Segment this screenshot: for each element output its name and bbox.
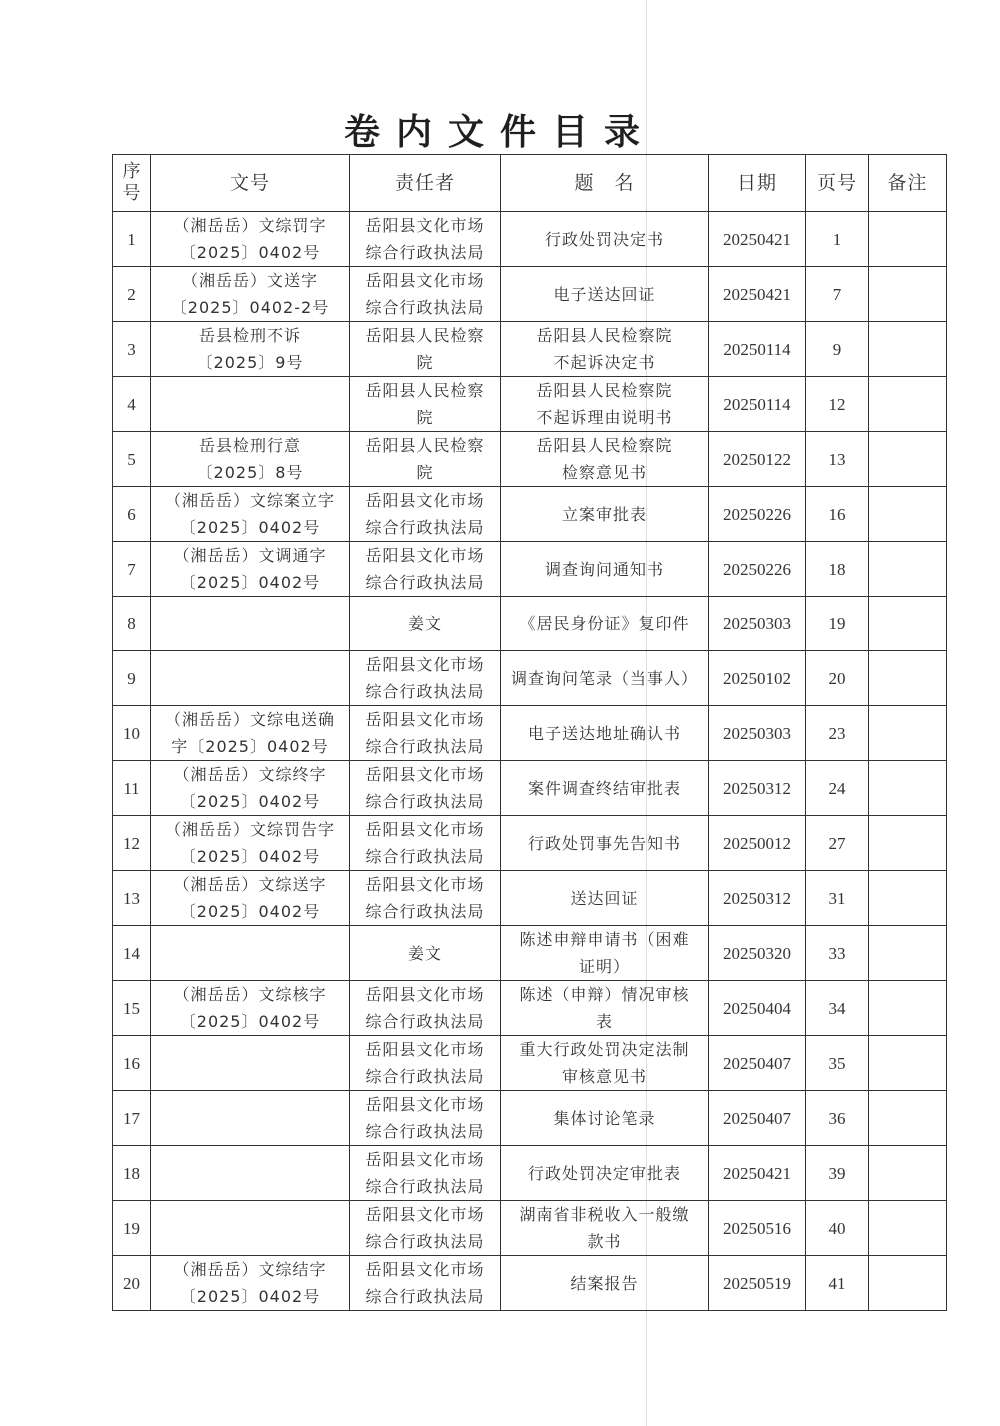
cell-doc-no — [151, 432, 350, 487]
cell-remark — [869, 926, 947, 981]
cell-subject — [501, 816, 709, 871]
cell-responsible-text: 岳阳县文化市场 综合行政执法局 — [365, 1095, 485, 1141]
cell-responsible — [350, 432, 501, 487]
cell-page — [806, 816, 869, 871]
cell-date — [709, 267, 806, 322]
cell-responsible-text: 岳阳县文化市场 综合行政执法局 — [365, 1040, 485, 1086]
cell-date-text: 20250320 — [723, 943, 791, 963]
table-row — [113, 761, 947, 816]
table-row — [113, 706, 947, 761]
cell-responsible — [350, 981, 501, 1036]
cell-responsible-text: 岳阳县文化市场 综合行政执法局 — [365, 710, 485, 756]
cell-date — [709, 816, 806, 871]
cell-doc-no-text: 岳县检刑行意 〔2025〕8号 — [196, 436, 304, 482]
cell-subject-text: 湖南省非税收入一般缴 款书 — [519, 1205, 690, 1251]
cell-subject-text: 岳阳县人民检察院 不起诉理由说明书 — [536, 381, 673, 427]
cell-responsible — [350, 1201, 501, 1256]
cell-subject-text: 行政处罚事先告知书 — [527, 833, 681, 853]
cell-subject — [501, 871, 709, 926]
cell-date — [709, 926, 806, 981]
cell-remark — [869, 761, 947, 816]
cell-date — [709, 706, 806, 761]
cell-doc-no-text: （湘岳岳）文综罚字 〔2025〕0402号 — [173, 216, 327, 262]
cell-seq-text: 14 — [123, 943, 140, 963]
table-row — [113, 1036, 947, 1091]
table-row — [113, 377, 947, 432]
cell-responsible — [350, 706, 501, 761]
cell-doc-no — [151, 1091, 350, 1146]
cell-seq-text: 19 — [123, 1218, 140, 1238]
cell-doc-no-text: （湘岳岳）文综罚告字 〔2025〕0402号 — [164, 820, 335, 866]
cell-doc-no — [151, 267, 350, 322]
cell-page-text: 41 — [828, 1273, 846, 1293]
cell-seq-text: 20 — [123, 1273, 140, 1293]
cell-responsible-text: 岳阳县文化市场 综合行政执法局 — [365, 491, 485, 537]
cell-responsible — [350, 1091, 501, 1146]
cell-seq — [113, 377, 151, 432]
cell-seq — [113, 1201, 151, 1256]
cell-seq — [113, 651, 151, 706]
cell-responsible-text: 岳阳县文化市场 综合行政执法局 — [365, 1260, 485, 1306]
cell-responsible — [350, 926, 501, 981]
header-date: 日期 — [709, 155, 806, 212]
cell-seq-text: 1 — [127, 229, 136, 249]
cell-page-text: 36 — [828, 1108, 846, 1128]
cell-remark — [869, 1146, 947, 1201]
cell-subject — [501, 377, 709, 432]
cell-date — [709, 1256, 806, 1311]
cell-seq-text: 18 — [123, 1163, 140, 1183]
cell-seq-text: 5 — [127, 449, 136, 469]
cell-responsible — [350, 1036, 501, 1091]
cell-page — [806, 1256, 869, 1311]
cell-subject — [501, 322, 709, 377]
cell-page — [806, 267, 869, 322]
cell-page — [806, 1201, 869, 1256]
table-row — [113, 1256, 947, 1311]
cell-doc-no-text: （湘岳岳）文综核字 〔2025〕0402号 — [173, 985, 327, 1031]
cell-responsible — [350, 267, 501, 322]
cell-seq-text: 17 — [123, 1108, 140, 1128]
cell-doc-no — [151, 816, 350, 871]
cell-doc-no — [151, 1256, 350, 1311]
cell-doc-no — [151, 597, 350, 651]
cell-responsible — [350, 1256, 501, 1311]
cell-doc-no-text: （湘岳岳）文综案立字 〔2025〕0402号 — [164, 491, 335, 537]
cell-subject-text: 陈述（申辩）情况审核 表 — [519, 985, 690, 1031]
cell-subject-text: 送达回证 — [570, 888, 639, 908]
cell-seq — [113, 597, 151, 651]
cell-page — [806, 981, 869, 1036]
cell-subject-text: 调查询问笔录（当事人） — [510, 668, 698, 688]
table-row — [113, 1201, 947, 1256]
cell-date — [709, 322, 806, 377]
cell-date-text: 20250303 — [723, 723, 791, 743]
cell-subject-text: 集体讨论笔录 — [553, 1108, 656, 1128]
cell-seq — [113, 926, 151, 981]
cell-responsible-text: 岳阳县文化市场 综合行政执法局 — [365, 1150, 485, 1196]
cell-seq-text: 3 — [127, 339, 136, 359]
cell-page — [806, 1146, 869, 1201]
cell-page-text: 24 — [828, 778, 846, 798]
cell-seq — [113, 871, 151, 926]
cell-page-text: 19 — [828, 614, 846, 633]
cell-page — [806, 871, 869, 926]
header-remark: 备注 — [869, 155, 947, 212]
cell-responsible-text: 岳阳县文化市场 综合行政执法局 — [365, 765, 485, 811]
cell-date-text: 20250303 — [723, 614, 791, 633]
cell-responsible — [350, 1146, 501, 1201]
cell-date — [709, 597, 806, 651]
cell-seq — [113, 542, 151, 597]
cell-doc-no-text: （湘岳岳）文送字 〔2025〕0402-2号 — [170, 271, 330, 317]
cell-doc-no — [151, 926, 350, 981]
cell-subject-text: 电子送达地址确认书 — [527, 723, 681, 743]
cell-subject — [501, 1091, 709, 1146]
cell-seq-text: 6 — [127, 504, 136, 524]
cell-responsible-text: 岳阳县文化市场 综合行政执法局 — [365, 655, 485, 701]
cell-seq-text: 13 — [123, 888, 140, 908]
cell-date-text: 20250114 — [723, 394, 791, 414]
cell-page-text: 13 — [828, 449, 846, 469]
cell-page-text: 27 — [828, 833, 846, 853]
cell-subject — [501, 267, 709, 322]
cell-responsible — [350, 597, 501, 651]
table-row — [113, 871, 947, 926]
cell-page-text: 40 — [828, 1218, 846, 1238]
cell-date-text: 20250312 — [723, 888, 791, 908]
table-row — [113, 597, 947, 651]
header-responsible: 责任者 — [350, 155, 501, 212]
cell-seq — [113, 432, 151, 487]
cell-subject-text: 行政处罚决定书 — [544, 229, 664, 249]
cell-subject — [501, 212, 709, 267]
cell-subject-text: 结案报告 — [570, 1273, 639, 1293]
cell-date — [709, 212, 806, 267]
cell-remark — [869, 432, 947, 487]
cell-subject-text: 电子送达回证 — [553, 284, 656, 304]
cell-page — [806, 212, 869, 267]
cell-date — [709, 432, 806, 487]
cell-remark — [869, 871, 947, 926]
cell-page-text: 35 — [828, 1053, 846, 1073]
cell-subject-text: 《居民身份证》复印件 — [519, 614, 690, 633]
cell-doc-no-text: 岳县检刑不诉 〔2025〕9号 — [196, 326, 304, 372]
cell-date-text: 20250312 — [723, 778, 791, 798]
cell-seq-text: 11 — [123, 778, 140, 798]
cell-subject-text: 陈述申辩申请书（困难 证明） — [519, 930, 690, 976]
cell-seq — [113, 487, 151, 542]
cell-date — [709, 542, 806, 597]
cell-doc-no — [151, 706, 350, 761]
cell-date-text: 20250404 — [723, 998, 791, 1018]
cell-responsible-text: 岳阳县人民检察 院 — [365, 381, 485, 427]
table-row — [113, 487, 947, 542]
cell-subject — [501, 1256, 709, 1311]
cell-date-text: 20250122 — [723, 449, 791, 469]
cell-page-text: 39 — [828, 1163, 846, 1183]
cell-subject-text: 岳阳县人民检察院 检察意见书 — [536, 436, 673, 482]
cell-page — [806, 926, 869, 981]
cell-doc-no-text: （湘岳岳）文综结字 〔2025〕0402号 — [173, 1260, 327, 1306]
cell-remark — [869, 816, 947, 871]
cell-responsible-text: 岳阳县文化市场 综合行政执法局 — [365, 985, 485, 1031]
cell-doc-no — [151, 1146, 350, 1201]
cell-page-text: 31 — [828, 888, 846, 908]
cell-doc-no — [151, 487, 350, 542]
table-row — [113, 651, 947, 706]
cell-date-text: 20250516 — [723, 1218, 791, 1238]
cell-page-text: 20 — [828, 668, 846, 688]
cell-responsible — [350, 816, 501, 871]
cell-responsible-text: 岳阳县文化市场 综合行政执法局 — [365, 216, 485, 262]
cell-seq — [113, 1256, 151, 1311]
cell-subject — [501, 981, 709, 1036]
cell-seq — [113, 322, 151, 377]
cell-date-text: 20250012 — [723, 833, 791, 853]
cell-seq — [113, 1036, 151, 1091]
cell-page-text: 7 — [832, 284, 842, 304]
cell-page-text: 18 — [828, 559, 846, 579]
cell-date-text: 20250519 — [723, 1273, 791, 1293]
cell-remark — [869, 322, 947, 377]
cell-page-text: 23 — [828, 723, 846, 743]
cell-seq-text: 15 — [123, 998, 140, 1018]
cell-doc-no — [151, 871, 350, 926]
cell-responsible-text: 岳阳县文化市场 综合行政执法局 — [365, 1205, 485, 1251]
cell-seq-text: 12 — [123, 833, 140, 853]
cell-responsible — [350, 322, 501, 377]
cell-page-text: 16 — [828, 504, 846, 524]
cell-page-text: 34 — [828, 998, 846, 1018]
cell-subject — [501, 926, 709, 981]
cell-remark — [869, 212, 947, 267]
cell-responsible — [350, 542, 501, 597]
cell-responsible — [350, 651, 501, 706]
cell-subject — [501, 706, 709, 761]
cell-date-text: 20250421 — [723, 1163, 791, 1183]
table-row — [113, 432, 947, 487]
cell-page-text: 9 — [832, 339, 842, 359]
table-row — [113, 1146, 947, 1201]
header-seq: 序号 — [113, 155, 151, 212]
cell-date — [709, 377, 806, 432]
cell-responsible-text: 姜文 — [407, 943, 442, 963]
cell-responsible-text: 岳阳县文化市场 综合行政执法局 — [365, 546, 485, 592]
cell-seq — [113, 1146, 151, 1201]
cell-responsible — [350, 377, 501, 432]
cell-remark — [869, 487, 947, 542]
cell-date-text: 20250421 — [723, 229, 791, 249]
cell-date-text: 20250226 — [723, 504, 791, 524]
cell-doc-no-text: （湘岳岳）文调通字 〔2025〕0402号 — [173, 546, 327, 592]
cell-subject-text: 重大行政处罚决定法制 审核意见书 — [519, 1040, 690, 1086]
cell-date-text: 20250421 — [723, 284, 791, 304]
cell-date-text: 20250114 — [723, 339, 791, 359]
cell-date — [709, 761, 806, 816]
table-row — [113, 816, 947, 871]
cell-seq — [113, 706, 151, 761]
table-row — [113, 212, 947, 267]
header-page: 页号 — [806, 155, 869, 212]
cell-date — [709, 1146, 806, 1201]
cell-responsible — [350, 761, 501, 816]
cell-page — [806, 706, 869, 761]
cell-subject — [501, 432, 709, 487]
cell-remark — [869, 377, 947, 432]
cell-remark — [869, 597, 947, 651]
cell-seq-text: 2 — [127, 284, 136, 304]
cell-subject — [501, 761, 709, 816]
cell-doc-no — [151, 212, 350, 267]
cell-subject — [501, 1036, 709, 1091]
cell-page — [806, 597, 869, 651]
cell-remark — [869, 1036, 947, 1091]
cell-remark — [869, 651, 947, 706]
cell-subject-text: 行政处罚决定审批表 — [527, 1163, 681, 1183]
cell-subject — [501, 1146, 709, 1201]
cell-date-text: 20250226 — [723, 559, 791, 579]
cell-responsible-text: 姜文 — [407, 614, 442, 633]
cell-responsible-text: 岳阳县文化市场 综合行政执法局 — [365, 271, 485, 317]
cell-seq — [113, 212, 151, 267]
table-row — [113, 1091, 947, 1146]
cell-seq — [113, 981, 151, 1036]
table-header-row — [113, 155, 947, 212]
cell-responsible — [350, 212, 501, 267]
cell-page — [806, 377, 869, 432]
file-catalog-table — [112, 154, 947, 1311]
cell-subject — [501, 597, 709, 651]
cell-remark — [869, 1201, 947, 1256]
cell-date — [709, 1201, 806, 1256]
cell-seq-text: 9 — [127, 668, 136, 688]
cell-date-text: 20250407 — [723, 1053, 791, 1073]
cell-page — [806, 651, 869, 706]
cell-remark — [869, 981, 947, 1036]
table-row — [113, 926, 947, 981]
cell-page — [806, 322, 869, 377]
cell-remark — [869, 267, 947, 322]
cell-subject — [501, 542, 709, 597]
cell-date — [709, 981, 806, 1036]
cell-responsible-text: 岳阳县文化市场 综合行政执法局 — [365, 820, 485, 866]
cell-subject — [501, 651, 709, 706]
table-row — [113, 542, 947, 597]
cell-seq-text: 7 — [127, 559, 136, 579]
table-row — [113, 267, 947, 322]
cell-seq — [113, 1091, 151, 1146]
cell-date-text: 20250407 — [723, 1108, 791, 1128]
cell-doc-no — [151, 1201, 350, 1256]
cell-subject — [501, 487, 709, 542]
cell-remark — [869, 1091, 947, 1146]
cell-responsible — [350, 487, 501, 542]
cell-date — [709, 1091, 806, 1146]
table-row — [113, 981, 947, 1036]
cell-date — [709, 1036, 806, 1091]
cell-remark — [869, 706, 947, 761]
cell-remark — [869, 1256, 947, 1311]
cell-date-text: 20250102 — [723, 668, 791, 688]
cell-subject-text: 立案审批表 — [561, 504, 647, 524]
cell-doc-no — [151, 981, 350, 1036]
cell-responsible — [350, 871, 501, 926]
table-row — [113, 322, 947, 377]
cell-date — [709, 871, 806, 926]
cell-seq — [113, 816, 151, 871]
cell-page — [806, 1036, 869, 1091]
cell-doc-no — [151, 1036, 350, 1091]
cell-date — [709, 651, 806, 706]
cell-page — [806, 542, 869, 597]
cell-seq-text: 8 — [127, 614, 136, 633]
cell-page-text: 1 — [832, 229, 842, 249]
cell-page-text: 33 — [828, 943, 846, 963]
cell-subject-text: 案件调查终结审批表 — [527, 778, 681, 798]
cell-responsible-text: 岳阳县文化市场 综合行政执法局 — [365, 875, 485, 921]
cell-subject — [501, 1201, 709, 1256]
cell-page — [806, 487, 869, 542]
cell-page — [806, 761, 869, 816]
cell-doc-no — [151, 761, 350, 816]
cell-remark — [869, 542, 947, 597]
cell-page — [806, 432, 869, 487]
cell-seq-text: 10 — [123, 723, 140, 743]
cell-responsible-text: 岳阳县人民检察 院 — [365, 326, 485, 372]
cell-subject-text: 岳阳县人民检察院 不起诉决定书 — [536, 326, 673, 372]
cell-subject-text: 调查询问通知书 — [544, 559, 664, 579]
cell-seq — [113, 267, 151, 322]
cell-seq-text: 16 — [123, 1053, 140, 1073]
cell-seq — [113, 761, 151, 816]
cell-page-text: 12 — [828, 394, 846, 414]
header-subject: 题 名 — [501, 155, 709, 212]
cell-doc-no — [151, 322, 350, 377]
cell-responsible-text: 岳阳县人民检察 院 — [365, 436, 485, 482]
header-doc-no: 文号 — [151, 155, 350, 212]
cell-doc-no-text: （湘岳岳）文综送字 〔2025〕0402号 — [173, 875, 327, 921]
cell-doc-no — [151, 377, 350, 432]
cell-page — [806, 1091, 869, 1146]
cell-doc-no-text: （湘岳岳）文综电送确 字〔2025〕0402号 — [164, 710, 335, 756]
cell-doc-no — [151, 542, 350, 597]
cell-seq-text: 4 — [127, 394, 136, 414]
cell-doc-no-text: （湘岳岳）文综终字 〔2025〕0402号 — [173, 765, 327, 811]
cell-doc-no — [151, 651, 350, 706]
page-title: 卷内文件目录 — [343, 112, 656, 153]
cell-date — [709, 487, 806, 542]
